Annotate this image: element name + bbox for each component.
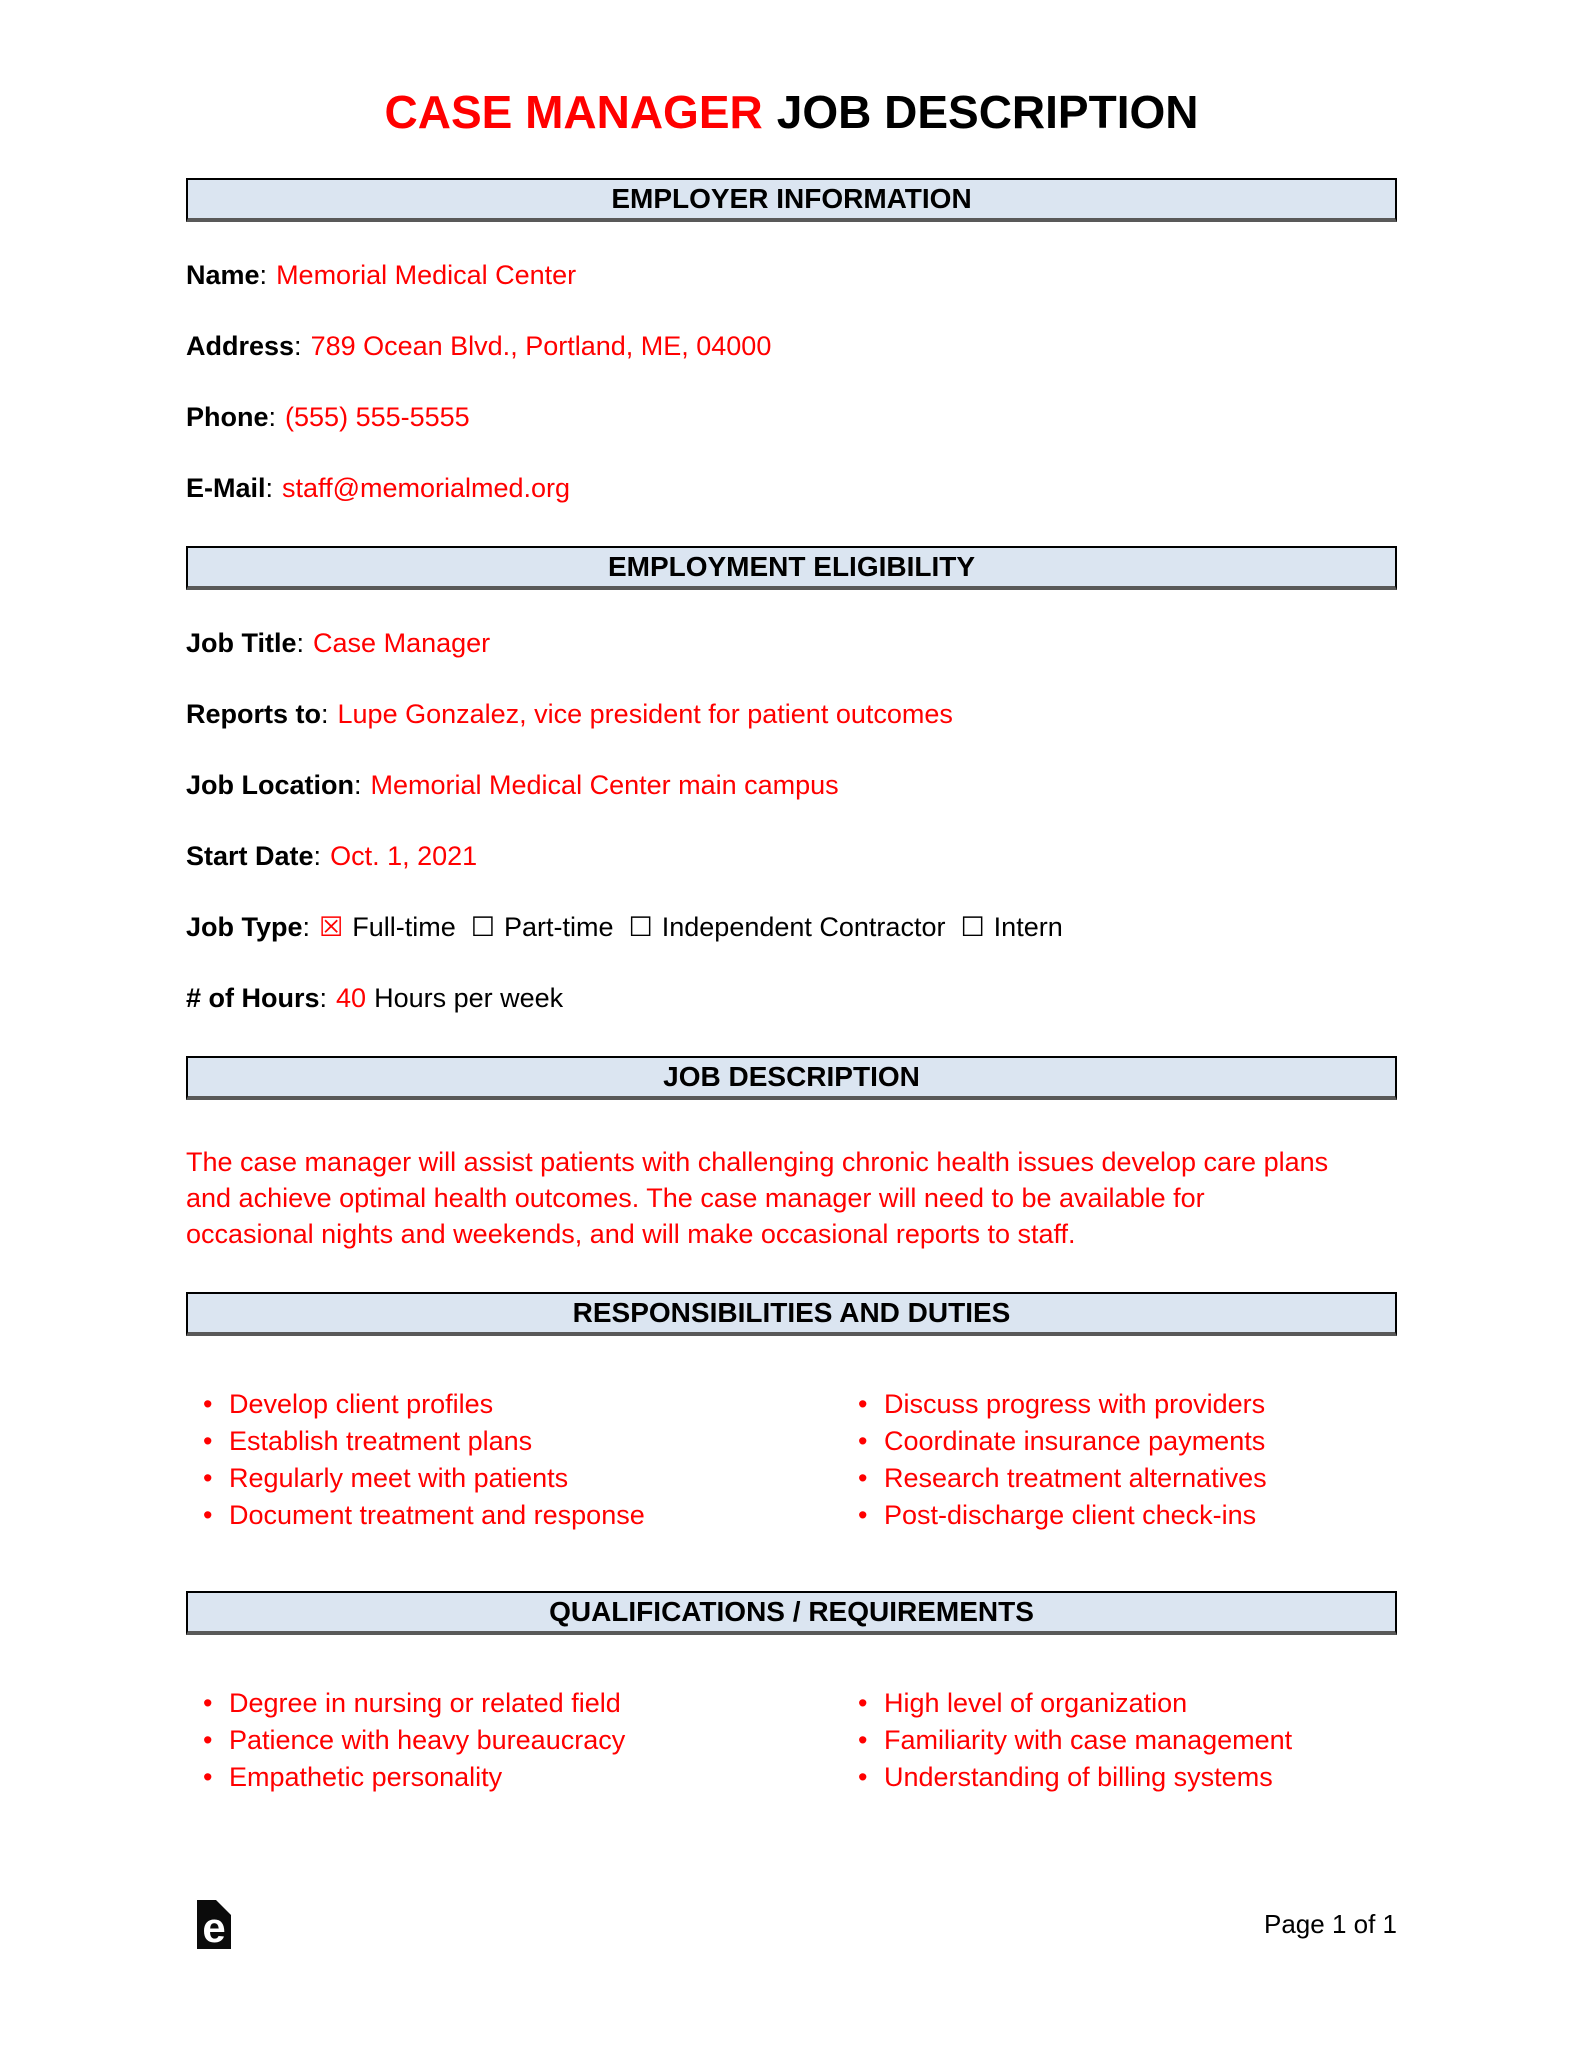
bullet-icon: •	[858, 1463, 868, 1493]
colon: :	[259, 260, 268, 290]
colon: :	[294, 331, 302, 361]
list-item-text: Degree in nursing or related field	[229, 1688, 621, 1718]
colon: :	[302, 912, 311, 942]
list-item-text: Establish treatment plans	[229, 1426, 533, 1456]
field-value: Memorial Medical Center	[276, 260, 577, 290]
section-header-label: QUALIFICATIONS / REQUIREMENTS	[549, 1596, 1034, 1627]
bullet-icon: •	[203, 1426, 213, 1456]
checkbox-unchecked-icon: ☐	[470, 912, 495, 942]
field-label: Phone	[186, 402, 269, 432]
field-label: Job Type	[186, 912, 303, 942]
list-item	[203, 1685, 751, 1722]
list-item-text: Discuss progress with providers	[884, 1389, 1266, 1419]
list-item-text: Develop client profiles	[229, 1389, 494, 1419]
field-reports-to	[186, 696, 1397, 732]
field-email	[186, 470, 1397, 506]
field-label: Reports to	[186, 699, 321, 729]
list-item-text: High level of organization	[884, 1688, 1188, 1718]
checkbox-unchecked-icon: ☐	[628, 912, 653, 942]
bullet-icon: •	[203, 1688, 213, 1718]
qualifications-right-column	[858, 1685, 1292, 1796]
bullet-icon: •	[858, 1426, 868, 1456]
list-item	[203, 1722, 751, 1759]
field-value: (555) 555-5555	[285, 402, 470, 432]
title-rest: JOB DESCRIPTION	[776, 86, 1199, 138]
list-item	[858, 1423, 1267, 1460]
field-value: Oct. 1, 2021	[330, 841, 478, 871]
field-label: Address	[186, 331, 295, 361]
list-item	[858, 1722, 1292, 1759]
list-item-text: Coordinate insurance payments	[884, 1426, 1266, 1456]
page-title	[186, 86, 1397, 138]
field-phone	[186, 399, 1397, 435]
qualifications-list	[186, 1685, 1397, 1796]
colon: :	[354, 770, 362, 800]
section-header-label: JOB DESCRIPTION	[663, 1061, 920, 1092]
list-item-text: Research treatment alternatives	[884, 1463, 1267, 1493]
list-item	[203, 1759, 751, 1796]
responsibilities-right-column	[858, 1386, 1267, 1534]
page-footer	[186, 1900, 1397, 1949]
colon: :	[321, 699, 329, 729]
bullet-icon: •	[203, 1762, 213, 1792]
field-label: Job Title	[186, 628, 297, 658]
bullet-icon: •	[858, 1500, 868, 1530]
list-item	[858, 1497, 1267, 1534]
list-item-text: Patience with heavy bureaucracy	[229, 1725, 626, 1755]
section-header-employer-information	[186, 178, 1397, 222]
checkbox-unchecked-icon: ☐	[960, 912, 985, 942]
field-value: Case Manager	[313, 628, 491, 658]
section-header-employment-eligibility	[186, 546, 1397, 590]
list-item	[858, 1685, 1292, 1722]
responsibilities-list	[186, 1386, 1397, 1534]
section-header-responsibilities	[186, 1292, 1397, 1336]
section-header-label: EMPLOYER INFORMATION	[611, 183, 972, 214]
colon: :	[319, 983, 328, 1013]
bullet-icon: •	[203, 1725, 213, 1755]
job-type-option-part-time	[471, 912, 614, 942]
page-number: Page 1 of 1	[1264, 1909, 1397, 1939]
option-label: Full-time	[352, 912, 456, 942]
list-item-text: Post-discharge client check-ins	[884, 1500, 1257, 1530]
field-address	[186, 328, 1397, 364]
section-header-job-description	[186, 1056, 1397, 1100]
list-item-text: Familiarity with case management	[884, 1725, 1293, 1755]
list-item	[203, 1497, 751, 1534]
colon: :	[268, 402, 277, 432]
field-value: Memorial Medical Center main campus	[370, 770, 839, 800]
colon: :	[296, 628, 305, 658]
field-label: # of Hours	[186, 983, 320, 1013]
colon: :	[265, 473, 274, 503]
eforms-logo-icon	[197, 1900, 231, 1949]
field-value-suffix: Hours per week	[374, 983, 564, 1013]
field-job-type	[186, 909, 1397, 945]
bullet-icon: •	[858, 1762, 868, 1792]
field-value: staff@memorialmed.org	[282, 473, 571, 503]
bullet-icon: •	[858, 1725, 868, 1755]
list-item	[203, 1423, 751, 1460]
field-name	[186, 257, 1397, 293]
list-item-text: Understanding of billing systems	[884, 1762, 1273, 1792]
list-item	[858, 1759, 1292, 1796]
logo-letter: e	[202, 1904, 226, 1951]
section-header-qualifications	[186, 1591, 1397, 1635]
qualifications-left-column	[203, 1685, 751, 1796]
job-description-paragraph: The case manager will assist patients with challenging chronic health issues develop care plans and achieve optimal health outcomes. The case manager will need to be available for occasional nights and weekends, and will make occasional reports to staff.	[186, 1147, 1329, 1249]
list-item-text: Document treatment and response	[229, 1500, 645, 1530]
field-job-title	[186, 625, 1397, 661]
bullet-icon: •	[858, 1389, 868, 1419]
field-start-date	[186, 838, 1397, 874]
checkbox-checked-icon: ☒	[319, 912, 344, 942]
job-type-option-intern	[960, 912, 1062, 942]
field-value: Lupe Gonzalez, vice president for patient outcomes	[337, 699, 953, 729]
list-item	[203, 1460, 751, 1497]
field-hours	[186, 980, 1397, 1016]
field-label: Job Location	[186, 770, 354, 800]
responsibilities-left-column	[203, 1386, 751, 1534]
list-item	[858, 1460, 1267, 1497]
colon: :	[313, 841, 322, 871]
list-item	[858, 1386, 1267, 1423]
field-value: 40	[336, 983, 367, 1013]
section-header-label: RESPONSIBILITIES AND DUTIES	[572, 1297, 1011, 1328]
job-type-option-independent-contractor	[629, 912, 946, 942]
section-header-label: EMPLOYMENT ELIGIBILITY	[607, 551, 976, 582]
field-job-location	[186, 767, 1397, 803]
option-label: Intern	[993, 912, 1063, 942]
bullet-icon: •	[203, 1389, 213, 1419]
bullet-icon: •	[203, 1463, 213, 1493]
bullet-icon: •	[203, 1500, 213, 1530]
list-item-text: Regularly meet with patients	[229, 1463, 569, 1493]
option-label: Part-time	[504, 912, 614, 942]
field-label: Start Date	[186, 841, 314, 871]
title-highlight: CASE MANAGER	[384, 86, 763, 138]
list-item	[203, 1386, 751, 1423]
option-label: Independent Contractor	[661, 912, 946, 942]
field-label: Name	[186, 260, 260, 290]
job-type-option-full-time	[319, 912, 456, 942]
list-item-text: Empathetic personality	[229, 1762, 503, 1792]
field-label: E-Mail	[186, 473, 266, 503]
field-value: 789 Ocean Blvd., Portland, ME, 04000	[310, 331, 772, 361]
bullet-icon: •	[858, 1688, 868, 1718]
